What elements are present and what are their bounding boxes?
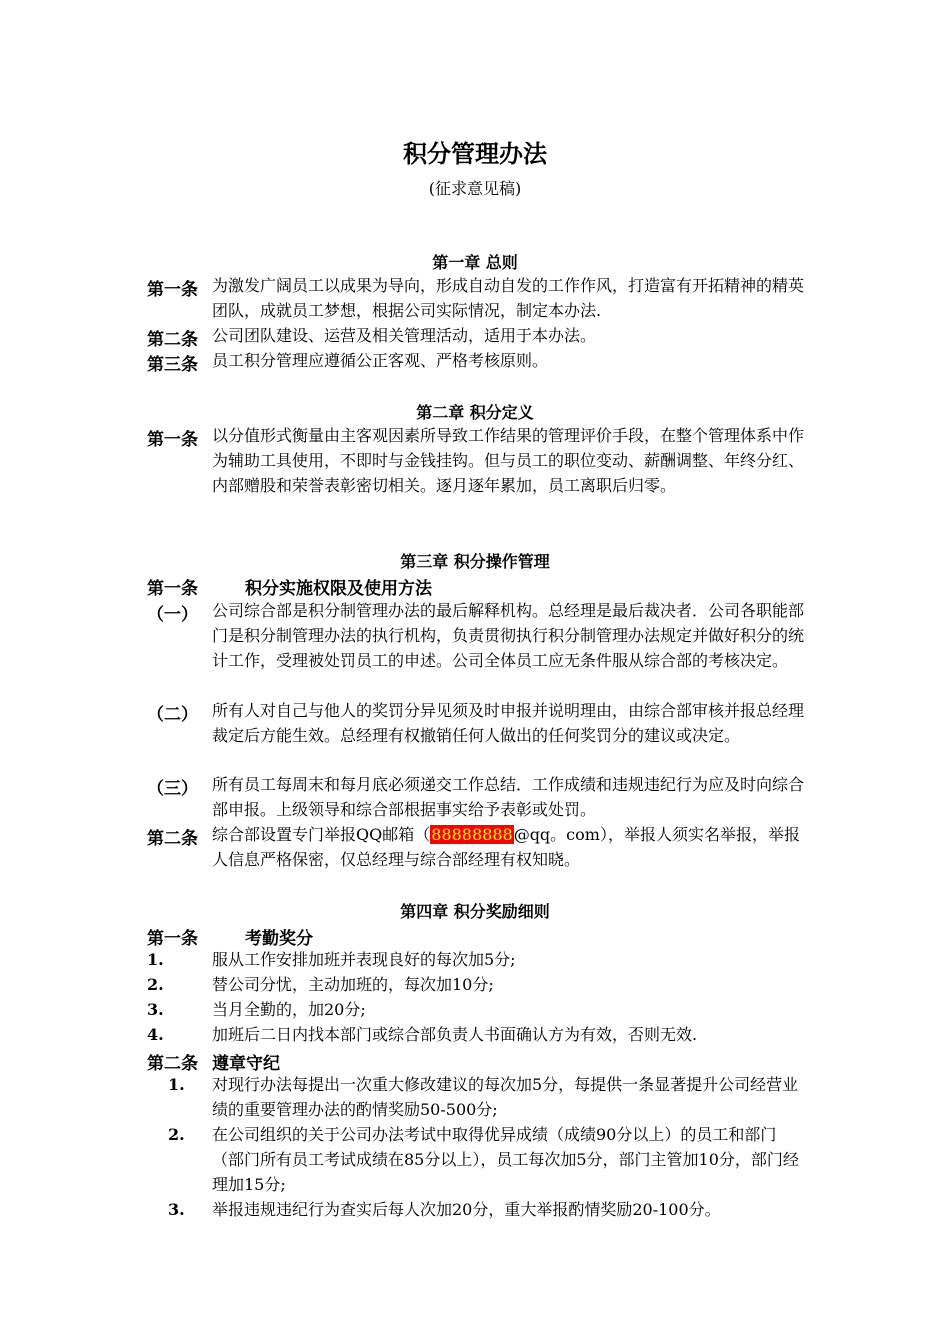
list-item: 当月全勤的，加20分; [212, 1000, 366, 1019]
item-text: 所有人对自己与他人的奖罚分异见须及时申报并说明理由，由综合部审核并报总经理裁定后方能生效。总经理有权撤销任何人做出的任何奖罚分的建议或决定。 [212, 701, 805, 745]
chapter-4-heading: 第四章 积分奖励细则 [400, 902, 550, 921]
article-label: 第二条 [147, 829, 198, 849]
article-label: 第一条 [147, 430, 198, 450]
list-number: 2. [168, 1125, 185, 1144]
report-mailbox-text [212, 822, 808, 872]
chapter-1-heading: 第一章 总则 [432, 253, 518, 272]
article-text: 员工积分管理应遵循公正客观、严格考核原则。 [212, 351, 549, 370]
text-before: 综合部设置专门举报QQ邮箱（ [212, 825, 431, 844]
chapter-3-heading: 第三章 积分操作管理 [400, 552, 550, 571]
text-after: @qq。com），举报人须实名举报，举报人信息严格保密，仅总经理与综合部经理有权知晓。 [212, 825, 800, 869]
item-text: 公司综合部是积分制管理办法的最后解释机构。总经理是最后裁决者．公司各职能部门是积分制管理办法的执行机构，负责贯彻执行积分制管理办法规定并做好积分的统计工作，受理被处罚员工的申述。公司全体员工应无条件服从综合部的考核决定。 [212, 601, 805, 670]
item-text: 所有员工每周末和每月底必须递交工作总结．工作成绩和违规违纪行为应及时向综合部申报。上级领导和综合部根据事实给予表彰或处罚。 [212, 775, 805, 819]
list-item: 服从工作安排加班并表现良好的每次加5分; [212, 950, 516, 969]
document-subtitle: (征求意见稿) [428, 179, 522, 198]
list-item: 加班后二日内找本部门或综合部负责人书面确认方为有效，否则无效. [212, 1025, 698, 1044]
article-text: 以分值形式衡量由主客观因素所导致工作结果的管理评价手段，在整个管理体系中作为辅助工具使用，不即时与金钱挂钩。但与员工的职位变动、薪酬调整、年终分红、内部赠股和荣誉表彰密切相关。逐月逐年累加，员工离职后归零。 [212, 426, 805, 495]
article-text: 为激发广阔员工以成果为导向，形成自动自发的工作作风，打造富有开拓精神的精英团队，成就员工梦想，根据公司实际情况，制定本办法. [212, 276, 805, 320]
list-item: 在公司组织的关于公司办法考试中取得优异成绩（成绩90分以上）的员工和部门（部门所有员工考试成绩在85分以上），员工每次加5分，部门主管加10分，部门经理加15分; [212, 1125, 799, 1194]
list-number: 2. [147, 975, 164, 994]
list-number: 3. [168, 1200, 185, 1219]
list-number: 3. [147, 1000, 164, 1019]
list-number: 4. [147, 1025, 164, 1044]
list-item: 举报违规违纪行为查实后每人次加20分，重大举报酌情奖励20-100分。 [212, 1200, 721, 1219]
list-item: 对现行办法每提出一次重大修改建议的每次加5分，每提供一条显著提升公司经营业绩的重要管理办法的酌情奖励50-500分; [212, 1075, 799, 1119]
article-label: 第二条 [147, 1054, 198, 1074]
document-title: 积分管理办法 [403, 140, 547, 168]
chapter-2-heading: 第二章 积分定义 [416, 403, 534, 422]
article-label: 第三条 [147, 355, 198, 375]
article-label: 第一条 [147, 280, 198, 300]
article-label: 第一条 [147, 579, 198, 599]
article-label: 第二条 [147, 330, 198, 350]
article-title: 遵章守纪 [212, 1054, 280, 1074]
highlighted-qq-number: 88888888 [431, 825, 513, 844]
article-title: 考勤奖分 [245, 929, 313, 949]
article-text: 公司团队建设、运营及相关管理活动，适用于本办法。 [212, 326, 597, 345]
article-title: 积分实施权限及使用方法 [245, 579, 432, 599]
item-label: （一） [147, 605, 198, 625]
article-label: 第一条 [147, 929, 198, 949]
item-label: （三） [147, 779, 198, 799]
list-item: 替公司分忧，主动加班的，每次加10分; [212, 975, 494, 994]
item-label: （二） [147, 705, 198, 725]
list-number: 1. [168, 1075, 185, 1094]
list-number: 1. [147, 950, 164, 969]
